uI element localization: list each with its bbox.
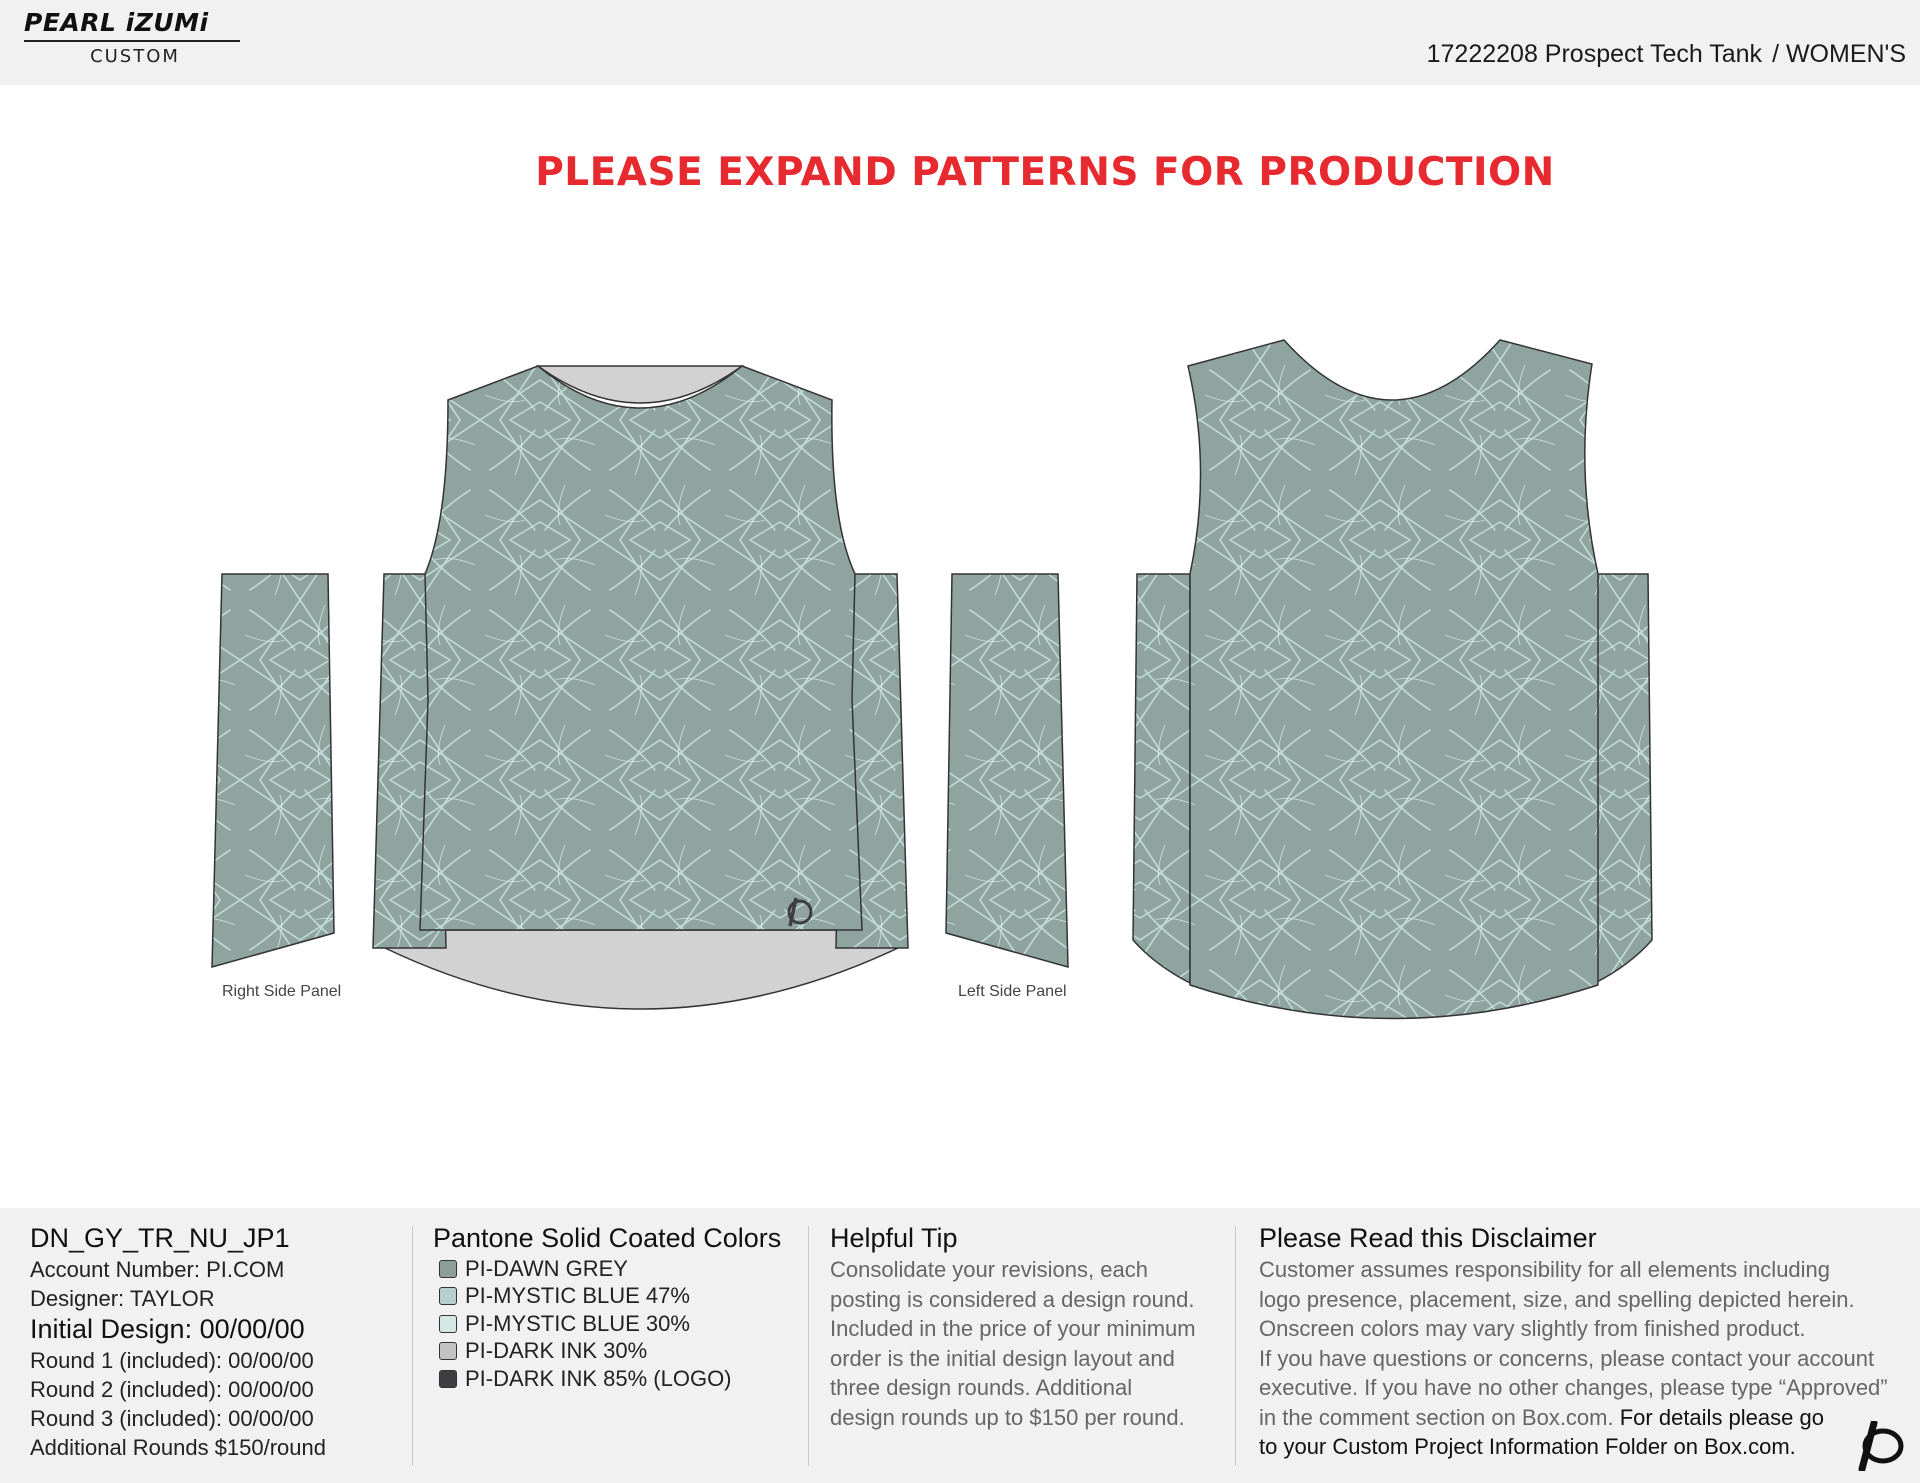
- brand-wordmark: PEARL iZUMi: [24, 8, 209, 37]
- pi-brand-mark-icon: [1850, 1421, 1908, 1471]
- disclaimer-title: Please Read this Disclaimer: [1259, 1223, 1597, 1253]
- tip-title: Helpful Tip: [830, 1223, 958, 1253]
- brand-subtitle: CUSTOM: [90, 46, 180, 67]
- round-1-date: Round 1 (included): 00/00/00: [30, 1348, 314, 1373]
- pantone-swatch-list: [433, 1255, 781, 1393]
- design-info: [30, 1222, 326, 1462]
- back-tank-side-left: [1133, 574, 1190, 983]
- left-side-panel-label: Left Side Panel: [958, 983, 1067, 1000]
- pantone-label: PI-DAWN GREY: [465, 1255, 628, 1281]
- disclaimer-line: to your Custom Project Information Folder on Box.com.: [1259, 1434, 1796, 1459]
- footer-divider: [412, 1226, 413, 1466]
- production-banner: PLEASE EXPAND PATTERNS FOR PRODUCTION: [535, 150, 1555, 195]
- additional-rounds: Additional Rounds $150/round: [30, 1435, 327, 1460]
- tip-line: posting is considered a design round.: [830, 1286, 1195, 1312]
- tip-line: order is the initial design layout and: [830, 1345, 1175, 1371]
- disclaimer-line-grey: in the comment section on Box.com.: [1259, 1404, 1614, 1430]
- tip-line: three design rounds. Additional: [830, 1375, 1133, 1400]
- color-swatch: [439, 1342, 457, 1360]
- right-side-panel-label: Right Side Panel: [222, 983, 342, 1000]
- color-swatch: [439, 1315, 457, 1333]
- disclaimer-line: logo presence, placement, size, and spelling depicted herein.: [1259, 1286, 1855, 1312]
- footer-info: [0, 1208, 1920, 1483]
- tip-line: Included in the price of your minimum: [830, 1316, 1196, 1341]
- pantone-label: PI-MYSTIC BLUE 30%: [465, 1310, 690, 1336]
- product-category: / WOMEN'S: [1772, 40, 1906, 68]
- right-side-panel: [212, 574, 334, 967]
- helpful-tip: [830, 1222, 1196, 1432]
- pantone-item: [433, 1283, 781, 1311]
- front-tank-body: [420, 366, 862, 930]
- pantone-label: PI-MYSTIC BLUE 47%: [465, 1283, 690, 1309]
- disclaimer-line: Customer assumes responsibility for all elements including: [1259, 1257, 1831, 1282]
- pantone-title: Pantone Solid Coated Colors: [433, 1223, 782, 1253]
- round-3-date: Round 3 (included): 00/00/00: [30, 1406, 314, 1431]
- pantone-item: [433, 1255, 781, 1283]
- footer-divider: [1235, 1226, 1236, 1466]
- tip-line: Consolidate your revisions, each: [830, 1257, 1148, 1282]
- pantone-label: PI-DARK INK 85% (LOGO): [465, 1365, 732, 1391]
- round-2-date: Round 2 (included): 00/00/00: [30, 1377, 314, 1402]
- pantone-label: PI-DARK INK 30%: [465, 1338, 648, 1364]
- product-name: 17222208 Prospect Tech Tank: [1426, 40, 1763, 68]
- color-swatch: [439, 1287, 457, 1305]
- pantone-item: [433, 1338, 781, 1366]
- disclaimer-line: [1259, 1403, 1888, 1433]
- color-swatch: [439, 1260, 457, 1278]
- tip-line: design rounds up to $150 per round.: [830, 1404, 1185, 1430]
- pantone-item: [433, 1365, 781, 1393]
- left-side-panel: [946, 574, 1068, 967]
- disclaimer-line: If you have questions or concerns, please contact your account: [1259, 1345, 1875, 1371]
- initial-design-date: Initial Design: 00/00/00: [30, 1314, 305, 1344]
- footer-divider: [808, 1226, 809, 1466]
- back-tank-side-right: [1595, 574, 1652, 983]
- disclaimer-line-dark: For details please go: [1613, 1404, 1824, 1430]
- front-tank-inner-hem: [385, 930, 898, 1009]
- pantone-colors: [433, 1222, 781, 1393]
- pantone-item: [433, 1310, 781, 1338]
- back-tank-body: [1188, 340, 1598, 1019]
- account-number: Account Number: PI.COM: [30, 1257, 285, 1282]
- disclaimer-line: Onscreen colors may vary slightly from finished product.: [1259, 1316, 1806, 1341]
- disclaimer-line: executive. If you have no other changes, please type “Approved”: [1259, 1375, 1888, 1400]
- disclaimer: [1259, 1222, 1888, 1462]
- color-swatch: [439, 1370, 457, 1388]
- designer-name: Designer: TAYLOR: [30, 1286, 215, 1311]
- design-code: DN_GY_TR_NU_JP1: [30, 1223, 290, 1253]
